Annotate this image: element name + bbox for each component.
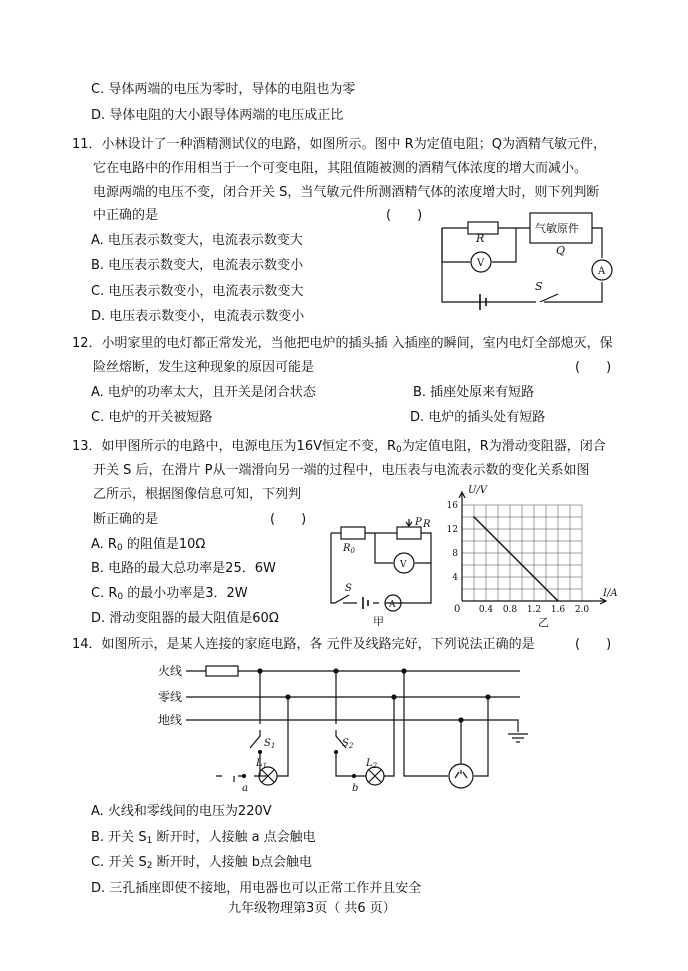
q13-option-c: C. $R_0$ 的最小功率是3．2W [91,586,248,602]
chart-data-point [557,600,559,602]
q14-label-s2: $S_2$ [342,738,354,750]
chart-y-tick-label: 8 [452,549,458,559]
q11-option-b: B. 电压表示数变大，电流表示数变小 [91,258,304,273]
q13-label-s: S [345,583,352,594]
q13-stem-line2: 开关 S 后，在滑片 P从一端滑向另一端的过程中，电压表与电流表示数的变化关系如图 [93,463,590,478]
q13-option-d: D. 滑动变阻器的最大阻值是60Ω [91,611,279,626]
q14-label-b: b [352,783,359,794]
q13-stem-line3: 乙所示，根据图像信息可知，下列判 [93,487,302,502]
q13-option-b: B. 电路的最大总功率是25．6W [91,561,276,576]
q14-household-circuit [158,660,538,795]
q14-label-live: 火线 [158,664,183,678]
chart-x-label: I/A [603,588,618,599]
q14-answer-bracket: ( ) [575,637,612,652]
q12-option-d: D. 电炉的插头处有短路 [410,410,546,425]
q11-label-s: S [535,280,543,293]
q13-chart-yi [440,484,618,632]
chart-x-tick-label: 0.4 [478,605,494,615]
chart-x-tick-label: 1.2 [526,605,542,615]
chart-x-tick-label: 2.0 [574,605,590,615]
q12-answer-bracket: ( ) [575,360,612,375]
q14-label-neutral: 零线 [158,690,183,704]
q12-option-c: C. 电炉的开关被短路 [91,410,213,425]
q11-label-a: A [598,266,606,277]
q13-label-p: P [415,517,422,528]
q13-label-r0: $R_0$ [343,543,355,555]
q11-answer-bracket: ( ) [386,208,423,223]
chart-caption: 乙 [538,616,549,629]
q11-stem-line3: 电源两端的电压不变，闭合开关 S，当气敏元件所测酒精气体的浓度增大时，则下列判断 [93,185,600,200]
q14-option-c: C. 开关 $S_2$ 断开时，人接触 b点会触电 [91,855,312,871]
q14-option-d: D. 三孔插座即使不接地，用电器也可以正常工作并且安全 [91,881,422,896]
q13-option-a: A. $R_0$ 的阻值是10Ω [91,537,206,553]
chart-series-line [474,517,558,601]
q14-label-s1: $S_1$ [264,738,276,750]
q11-option-a: A. 电压表示数变大，电流表示数变大 [91,233,303,248]
q11-stem-line2: 它在电路中的作用相当于一个可变电阻，其阻值随被测的酒精气体浓度的增大而减小。 [93,161,588,176]
q13-answer-bracket: ( ) [270,512,307,527]
page-footer: 九年级物理第3页（ 共6 页） [228,901,396,916]
q11-stem-line4: 中正确的是 [93,208,159,223]
chart-y-tick-label: 16 [446,501,458,511]
chart-origin-label: 0 [454,604,461,615]
q14-label-l2: $L_2$ [366,758,378,770]
q11-label-v: V [477,258,485,269]
chart-data-point [473,516,475,518]
chart-y-tick-label: 4 [452,573,458,583]
q10-option-c: C. 导体两端的电压为零时，导体的电阻也为零 [91,82,356,97]
q11-circuit-diagram [440,210,620,314]
q14-label-l1: $L_1$ [256,758,268,770]
q12-stem-line2: 险丝熔断，发生这种现象的原因可能是 [93,360,315,375]
q11-stem-line1: 11．小林设计了一种酒精测试仪的电路，如图所示。图中 R为定值电阻；Q为酒精气敏元件， [72,137,606,152]
q14-label-ground: 地线 [158,713,183,727]
q14-option-a: A. 火线和零线间的电压为220V [91,804,272,819]
q13-stem-line1: 13．如甲图所示的电路中，电源电压为16V恒定不变，$R_0$为定值电阻，R为滑动变阻器，闭合 [72,439,606,455]
q14-stem-line1: 14．如图所示，是某人连接的家庭电路，各 元件及线路完好，下列说法正确的是 [72,637,535,652]
q10-option-d: D. 导体电阻的大小跟导体两端的电压成正比 [91,108,344,123]
q13-label-r: R [423,519,431,530]
chart-x-tick-label: 0.8 [502,605,518,615]
chart-y-tick-label: 12 [446,525,458,535]
q11-label-r: R [476,232,485,245]
q12-option-b: B. 插座处原来有短路 [413,385,535,400]
q12-option-a: A. 电炉的功率太大，且开关是闭合状态 [91,385,316,400]
q13-circuit-jia [323,517,438,629]
chart-x-tick-label: 1.6 [550,605,566,615]
q11-label-q: Q [556,244,566,257]
q11-option-c: C. 电压表示数变小，电流表示数变大 [91,284,304,299]
q11-label-sensor: 气敏原件 [535,222,579,235]
q12-stem-line1: 12．小明家里的电灯都正常发光，当他把电炉的插头插 入插座的瞬间，室内电灯全部熄灭，保 [72,336,613,351]
q11-option-d: D. 电压表示数变小，电流表示数变小 [91,309,305,324]
q14-option-b: B. 开关 $S_1$ 断开时，人接触 a 点会触电 [91,830,316,846]
q13-stem-line4: 断正确的是 [93,512,159,527]
q13-label-a: A [389,600,396,610]
q13-label-v: V [400,560,407,570]
chart-y-label: U/V [468,485,488,496]
q14-label-a: a [242,783,248,794]
q13-caption-jia: 甲 [373,615,384,628]
